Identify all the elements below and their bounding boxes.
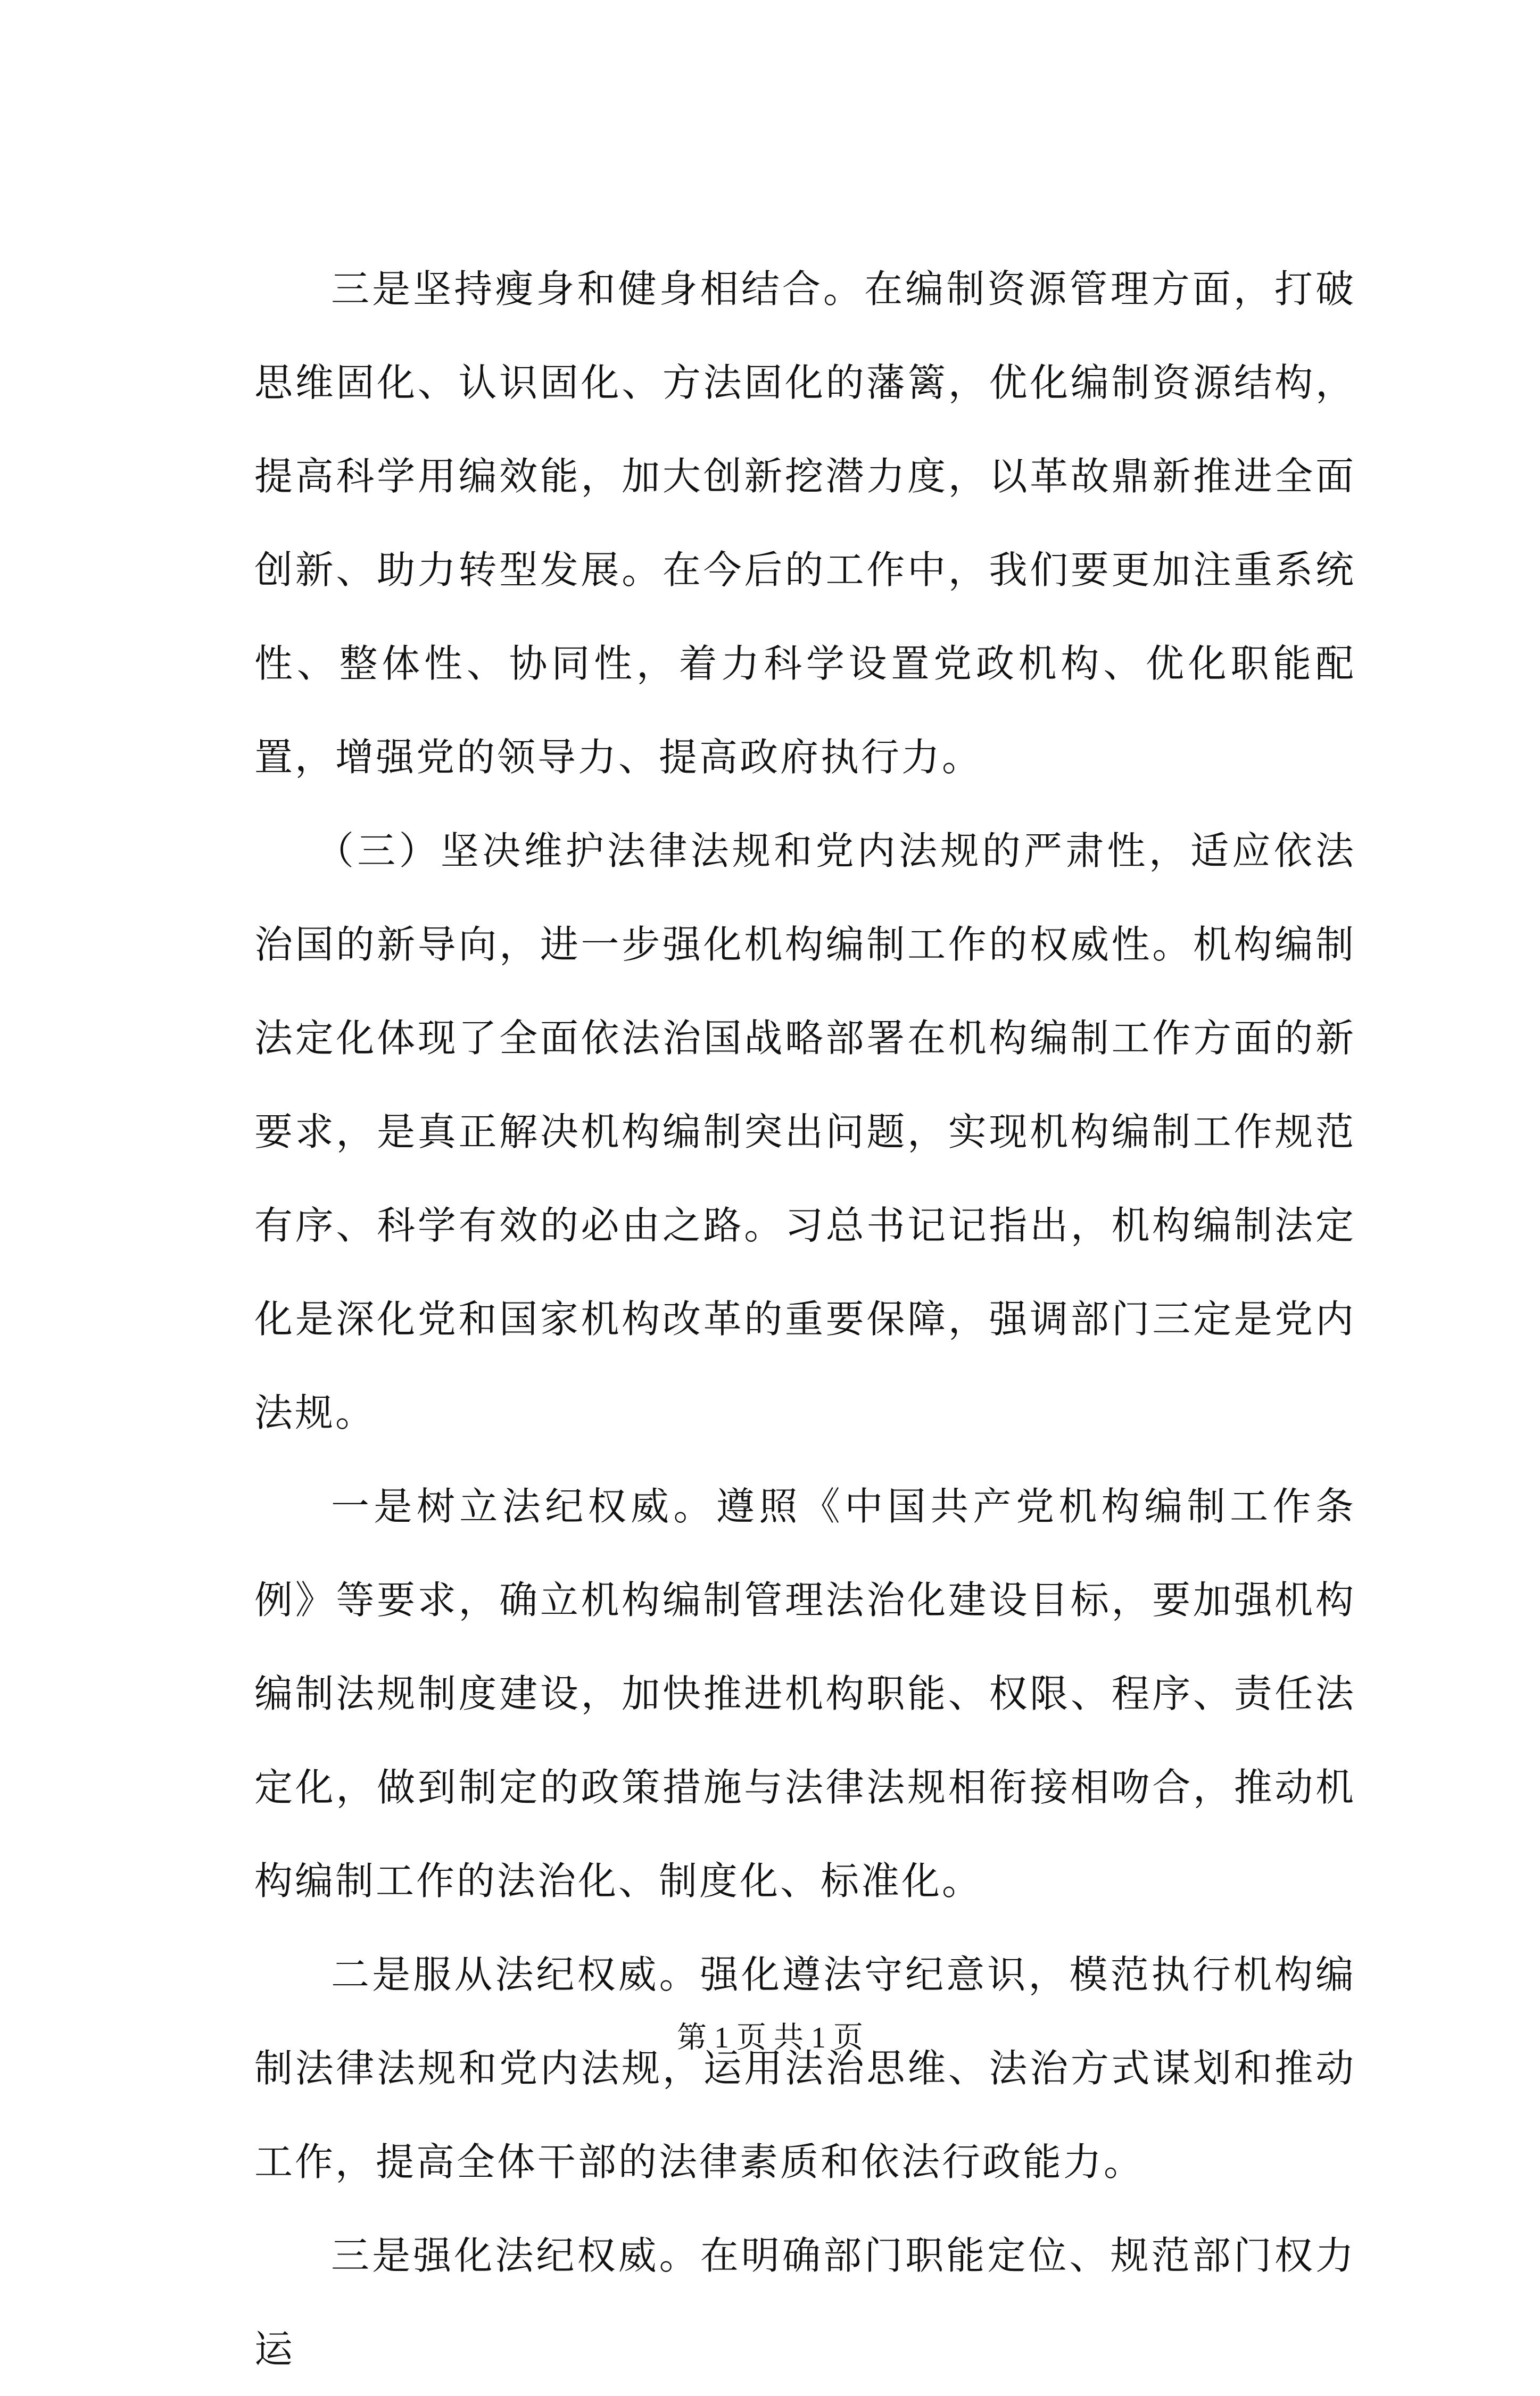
document-body [254,242,1356,2396]
paragraph-establish-authority: 一是树立法纪权威。遵照《中国共产党机构编制工作条例》等要求，确立机构编制管理法治化建设目标，要加强机构编制法规制度建设，加快推进机构职能、权限、程序、责任法定化，做到制定的政策措施与法律法规相衔接相吻合，推动机构编制工作的法治化、制度化、标准化。 [254,1484,1356,1903]
paragraph-strengthen-authority: 三是强化法纪权威。在明确部门职能定位、规范部门权力运 [254,2233,1356,2372]
paragraph-section-three-heading: （三）坚决维护法律法规和党内法规的严肃性，适应依法治国的新导向，进一步强化机构编制工作的权威性。机构编制法定化体现了全面依法治国战略部署在机构编制工作方面的新要求，是真正解决机构编制突出问题，实现机构编制工作规范有序、科学有效的必由之路。习总书记记指出，机构编制法定化是深化党和国家机构改革的重要保障，强调部门三定是党内法规。 [254,828,1356,1435]
paragraph-streamlining: 三是坚持瘦身和健身相结合。在编制资源管理方面，打破思维固化、认识固化、方法固化的藩篱，优化编制资源结构，提高科学用编效能，加大创新挖潜力度，以革故鼎新推进全面创新、助力转型发展。在今后的工作中，我们要更加注重系统性、整体性、协同性，着力科学设置党政机构、优化职能配置，增强党的领导力、提高政府执行力。 [254,267,1356,780]
paragraph-obey-authority: 二是服从法纪权威。强化遵法守纪意识，模范执行机构编制法律法规和党内法规，运用法治思维、法治方式谋划和推动工作，提高全体干部的法律素质和依法行政能力。 [254,1952,1356,2184]
page-footer: 第 1 页 共 1 页 [677,2021,863,2054]
